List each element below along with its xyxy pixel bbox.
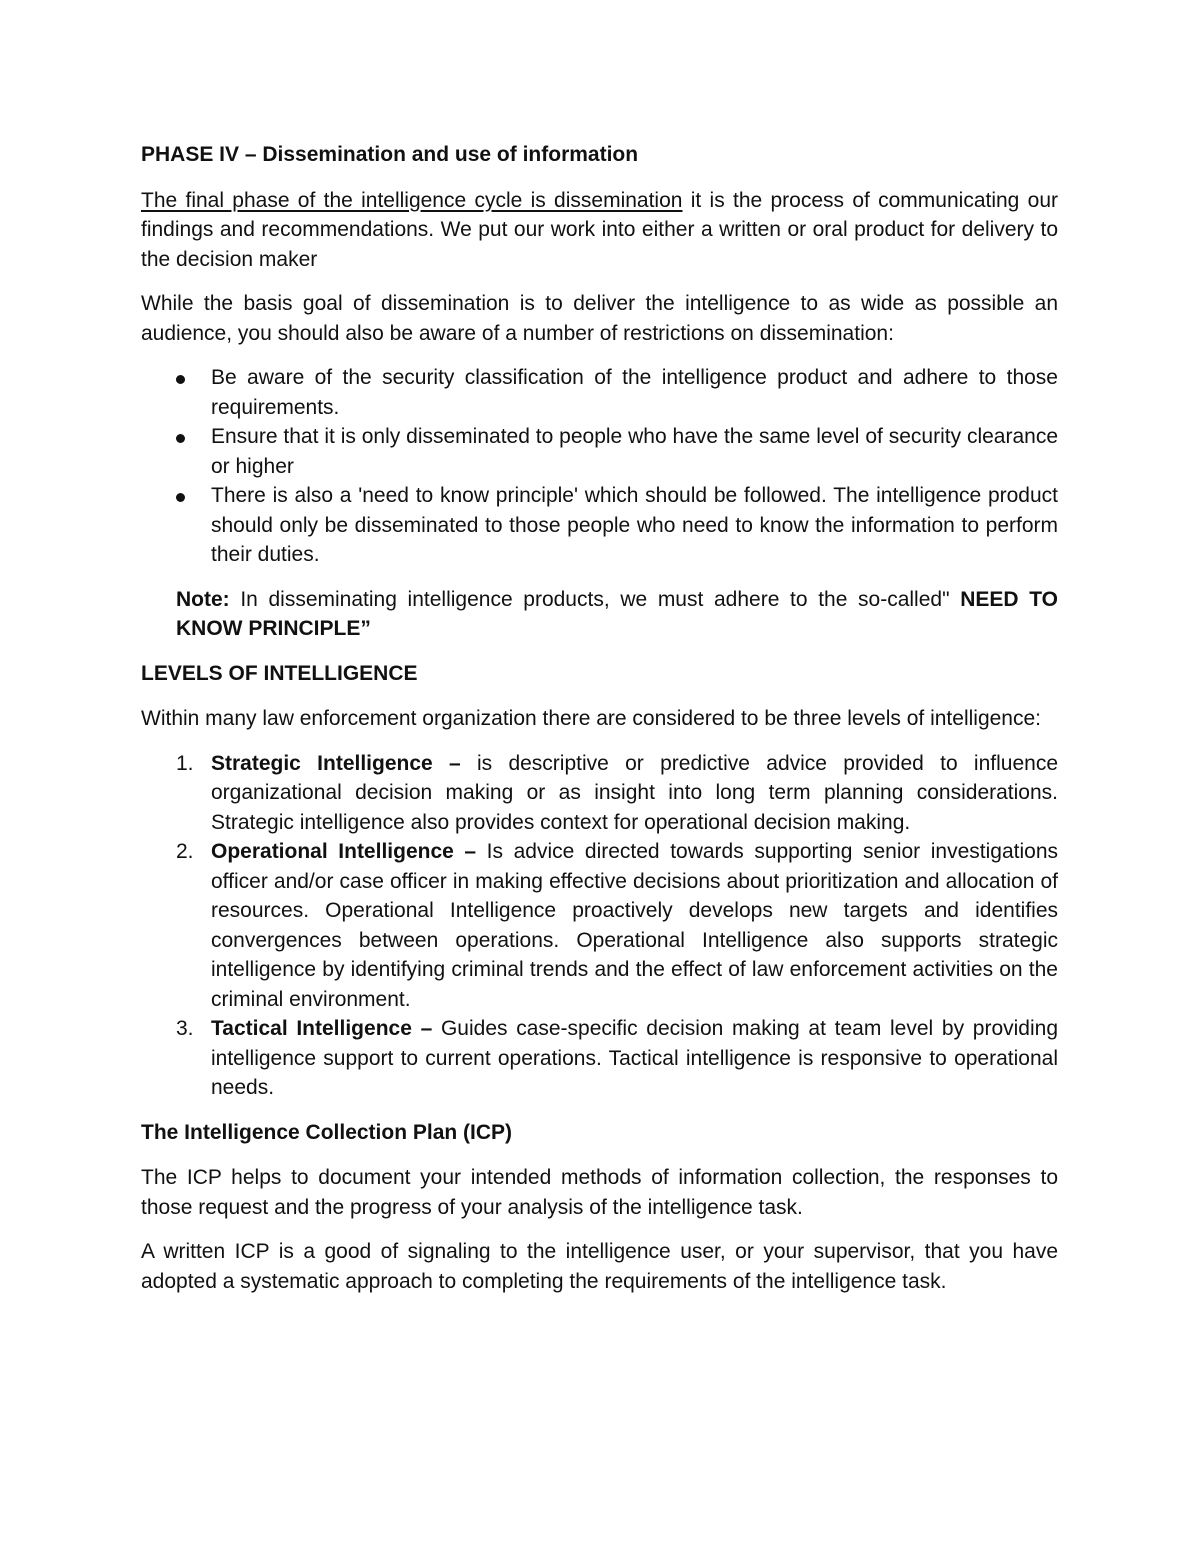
- icp-heading: The Intelligence Collection Plan (ICP): [141, 1120, 513, 1144]
- bullet-icon: [176, 493, 185, 502]
- list-number: 3.: [176, 1017, 194, 1040]
- level-term: Tactical Intelligence –: [211, 1017, 433, 1040]
- list-item: [141, 1014, 1058, 1103]
- note-principle: NEED TO KNOW PRINCIPLE”: [176, 587, 1058, 640]
- bullet-icon: [176, 434, 185, 443]
- list-item-text: Be aware of the security classification of the intelligence product and adhere to those requirements.: [211, 366, 1058, 419]
- note-label: Note:: [176, 587, 230, 611]
- level-description: Guides case-specific decision making at team level by providing intelligence support to current operations. Tactical intelligence is responsive to operational needs.: [211, 1017, 1058, 1099]
- icp-paragraph-1: The ICP helps to document your intended methods of information collection, the responses to those request and the progress of your analysis of the intelligence task.: [141, 1166, 1058, 1219]
- list-item: [141, 749, 1058, 838]
- phase-paragraph-underlined: The final phase of the intelligence cycle is dissemination: [141, 188, 683, 212]
- phase-heading: PHASE IV – Dissemination and use of information: [141, 143, 639, 166]
- list-number: 2.: [176, 840, 194, 863]
- levels-list: [141, 749, 1058, 1103]
- list-item-text: There is also a 'need to know principle' which should be followed. The intelligence product should only be disseminated to those people who need to know the information to perform their duties.: [211, 484, 1058, 566]
- basis-paragraph: While the basis goal of dissemination is to deliver the intelligence to as wide as possible an audience, you should also be aware of a number of restrictions on dissemination:: [141, 292, 1058, 345]
- note-text: In disseminating intelligence products, we must adhere to the so-called": [229, 587, 961, 611]
- list-item: [141, 837, 1058, 1014]
- list-item: [141, 363, 1058, 422]
- list-number: 1.: [176, 751, 194, 775]
- levels-intro: Within many law enforcement organization there are considered to be three levels of intelligence:: [141, 707, 1041, 730]
- note-paragraph: [176, 585, 1058, 644]
- list-item: [141, 481, 1058, 570]
- list-item: [141, 422, 1058, 481]
- levels-heading: LEVELS OF INTELLIGENCE: [141, 661, 418, 685]
- document-page: [141, 140, 1058, 1311]
- restrictions-list: [141, 363, 1058, 570]
- level-term: Strategic Intelligence –: [211, 751, 461, 775]
- level-description: Is advice directed towards supporting senior investigations officer and/or case officer in making effective decisions about prioritization and allocation of resources. Operational Intelligence proactively develops new targets and identifies convergences between operations. Operational Intelligence also supports strategic intelligence by identifying criminal trends and the effect of law enforcement activities on the criminal environment.: [211, 840, 1059, 1011]
- level-term: Operational Intelligence –: [211, 840, 477, 863]
- level-description: is descriptive or predictive advice provided to influence organizational decision making or as insight into long term planning considerations. Strategic intelligence also provides context for operational decision making.: [211, 751, 1058, 834]
- bullet-icon: [176, 375, 185, 384]
- phase-paragraph-rest: it is the process of communicating our findings and recommendations. We put our work into either a written or oral product for delivery to the decision maker: [141, 188, 1058, 271]
- phase-paragraph: [141, 186, 1058, 275]
- icp-paragraph-2: A written ICP is a good of signaling to the intelligence user, or your supervisor, that you have adopted a systematic approach to completing the requirements of the intelligence task.: [141, 1240, 1058, 1293]
- list-item-text: Ensure that it is only disseminated to people who have the same level of security clearance or higher: [211, 425, 1058, 478]
